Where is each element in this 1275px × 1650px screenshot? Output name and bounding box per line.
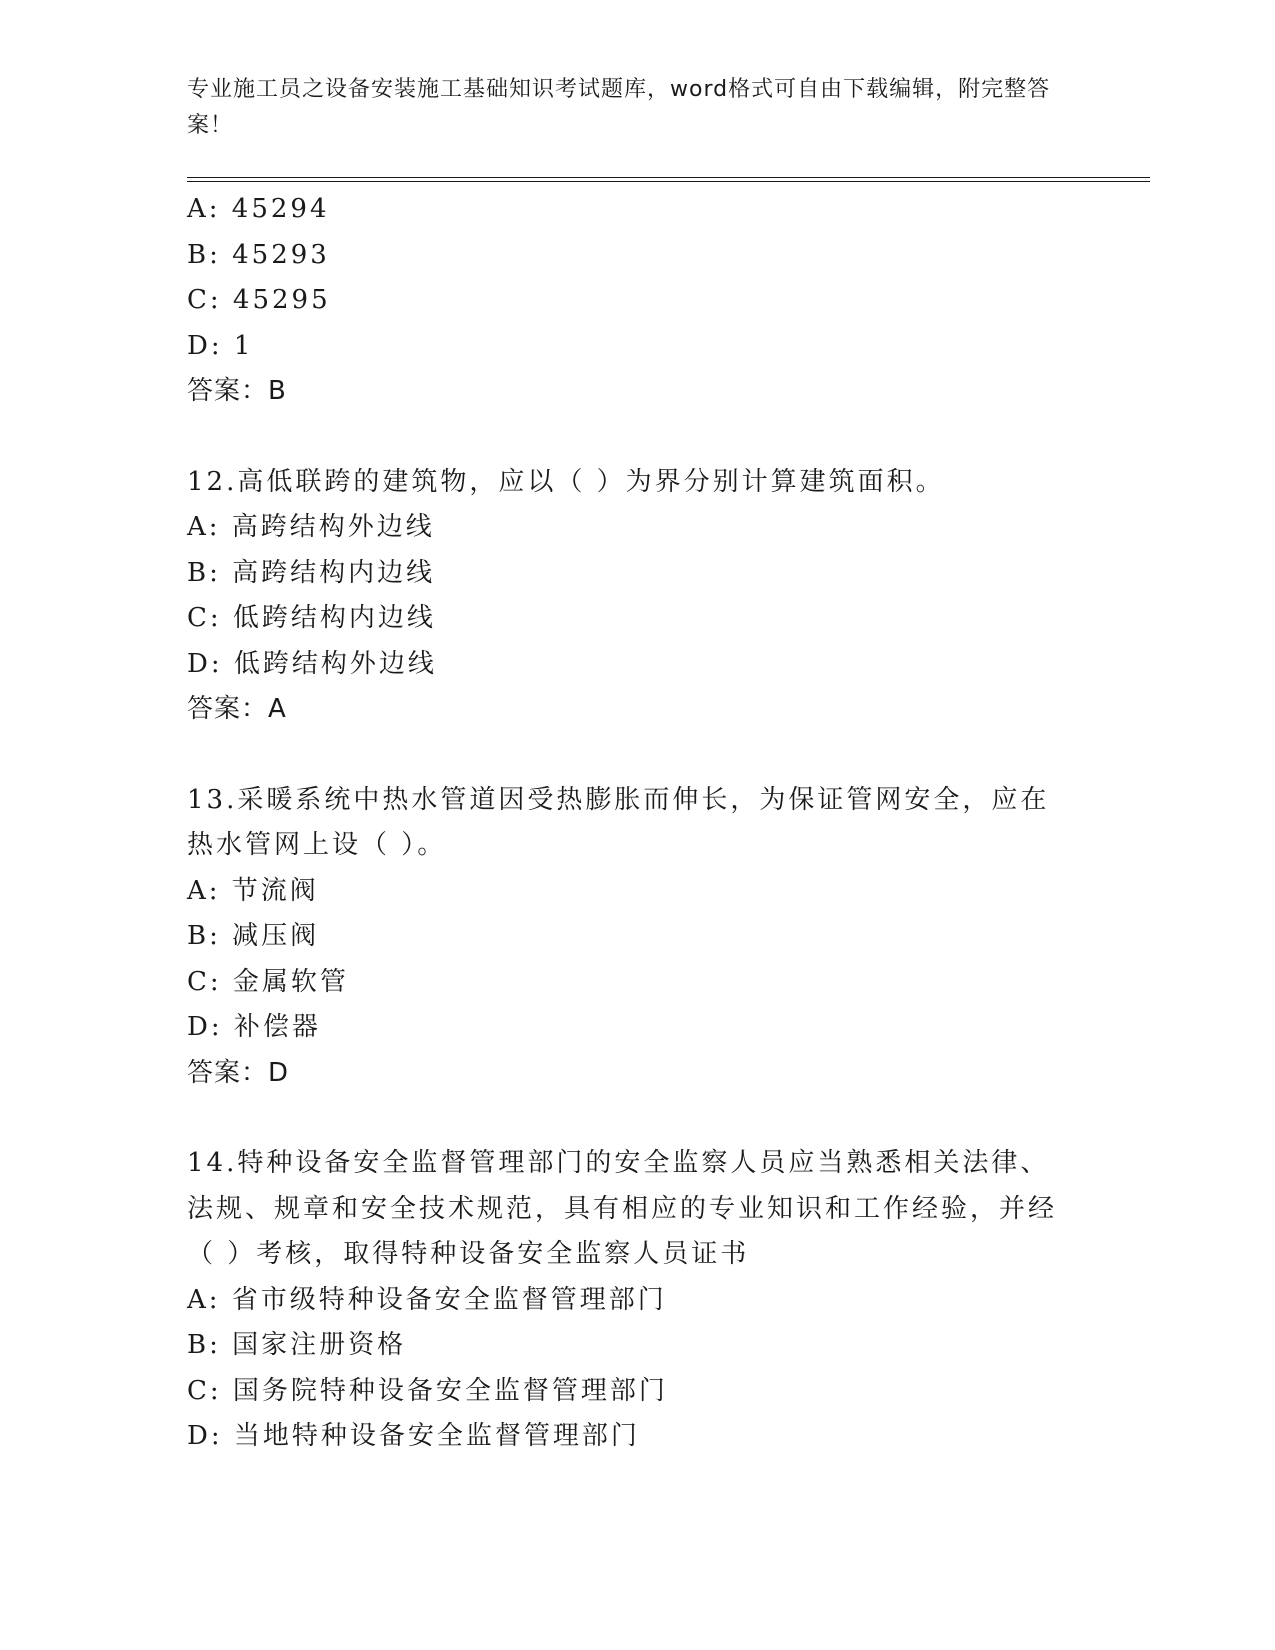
spacer [187, 733, 1087, 778]
question-stem: 13.采暖系统中热水管道因受热膨胀而伸长，为保证管网安全，应在热水管网上设（ ）。 [187, 784, 1050, 860]
question-block [187, 778, 1087, 1097]
answer-line: 答案：A [187, 694, 287, 724]
option-c: C: 低跨结构内边线 [187, 603, 436, 633]
option-b: B: 45293 [187, 239, 330, 270]
answer-line: 答案：D [187, 1057, 290, 1088]
option-a: A: 高跨结构外边线 [187, 512, 435, 542]
option-b: B: 国家注册资格 [187, 1330, 407, 1360]
option-c: C: 45295 [187, 285, 331, 315]
question-stem: 12.高低联跨的建筑物，应以（ ）为界分别计算建筑面积。 [187, 466, 945, 497]
header-divider [187, 177, 1150, 182]
question-block [187, 187, 1087, 415]
option-a: A: 节流阀 [187, 875, 319, 906]
option-a: A: 45294 [187, 194, 330, 224]
spacer [187, 1096, 1087, 1141]
option-d: D: 1 [187, 330, 254, 361]
question-stem: 14.特种设备安全监督管理部门的安全监察人员应当熟悉相关法律、法规、规章和安全技术规范，具有相应的专业知识和工作经验，并经（ ）考核，取得特种设备安全监察人员证书 [187, 1148, 1058, 1269]
option-d: D: 当地特种设备安全监督管理部门 [187, 1421, 640, 1451]
question-block [187, 1141, 1087, 1460]
spacer [187, 415, 1087, 460]
option-c: C: 金属软管 [187, 966, 349, 997]
question-block [187, 460, 1087, 733]
option-b: B: 高跨结构内边线 [187, 557, 436, 588]
option-d: D: 低跨结构外边线 [187, 648, 437, 679]
option-d: D: 补偿器 [187, 1012, 321, 1042]
option-b: B: 减压阀 [187, 921, 320, 951]
option-c: C: 国务院特种设备安全监督管理部门 [187, 1375, 668, 1406]
question-list [187, 187, 1087, 1460]
answer-line: 答案：B [187, 376, 287, 406]
page-header: 专业施工员之设备安装施工基础知识考试题库，word格式可自由下载编辑，附完整答案！ [187, 77, 1051, 138]
option-a: A: 省市级特种设备安全监督管理部门 [187, 1284, 667, 1315]
